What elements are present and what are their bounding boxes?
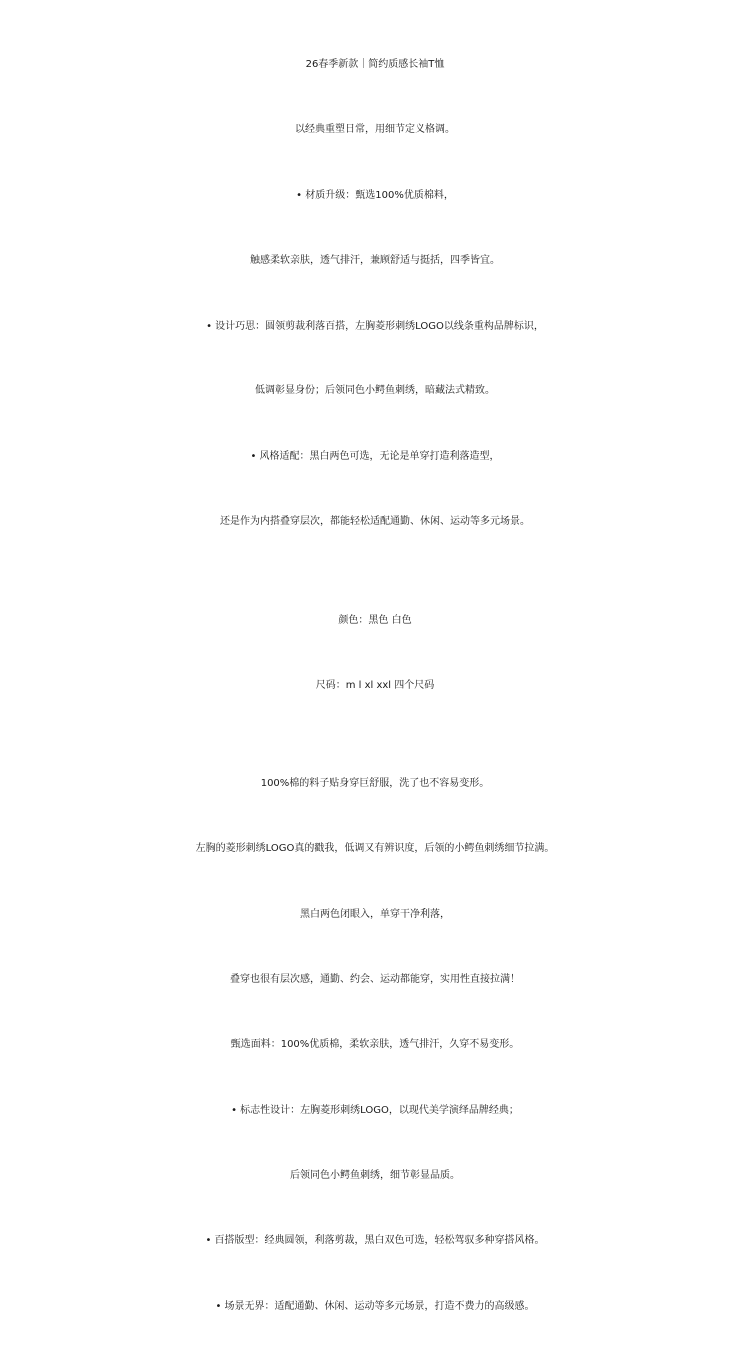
text-line: 叠穿也很有层次感，通勤、约会、运动都能穿，实用性直接拉满！ (230, 974, 520, 985)
text-line: 黑白两色闭眼入，单穿干净利落， (300, 909, 450, 920)
text-line: 甄选面料：100%优质棉，柔软亲肤，透气排汗，久穿不易变形。 (230, 1039, 520, 1050)
text-line: 100%棉的料子贴身穿巨舒服，洗了也不容易变形。 (260, 778, 490, 789)
text-line: 左胸的菱形刺绣LOGO真的戳我，低调又有辨识度，后领的小鳄鱼刺绣细节拉满。 (195, 843, 555, 854)
bullet-line: • 标志性设计：左胸菱形刺绣LOGO，以现代美学演绎品牌经典； (231, 1105, 519, 1116)
bullet-line: • 设计巧思：圆领剪裁利落百搭，左胸菱形刺绣LOGO以线条重构品牌标识， (206, 321, 544, 332)
text-line: 后领同色小鳄鱼刺绣，细节彰显品质。 (290, 1170, 460, 1181)
bullet-line: • 场景无界：适配通勤、休闲、运动等多元场景，打造不费力的高级感。 (215, 1301, 535, 1312)
text-line: 低调彰显身份；后领同色小鳄鱼刺绣，暗藏法式精致。 (255, 385, 495, 396)
text-line: 以经典重塑日常，用细节定义格调。 (295, 124, 455, 135)
size-line: 尺码：m l xl xxl 四个尺码 (315, 680, 435, 691)
bullet-line: • 百搭版型：经典圆领，利落剪裁，黑白双色可选，轻松驾驭多种穿搭风格。 (205, 1235, 545, 1246)
bullet-line: • 风格适配：黑白两色可选，无论是单穿打造利落造型， (250, 451, 500, 462)
text-line: 还是作为内搭叠穿层次，都能轻松适配通勤、休闲、运动等多元场景。 (220, 516, 530, 527)
color-line: 颜色：黑色 白色 (338, 615, 412, 626)
title-line: 26春季新款｜简约质感长袖T恤 (305, 59, 445, 70)
bullet-line: • 材质升级：甄选100%优质棉料， (296, 190, 454, 201)
text-line: 触感柔软亲肤，透气排汗，兼顾舒适与挺括，四季皆宜。 (250, 255, 500, 266)
